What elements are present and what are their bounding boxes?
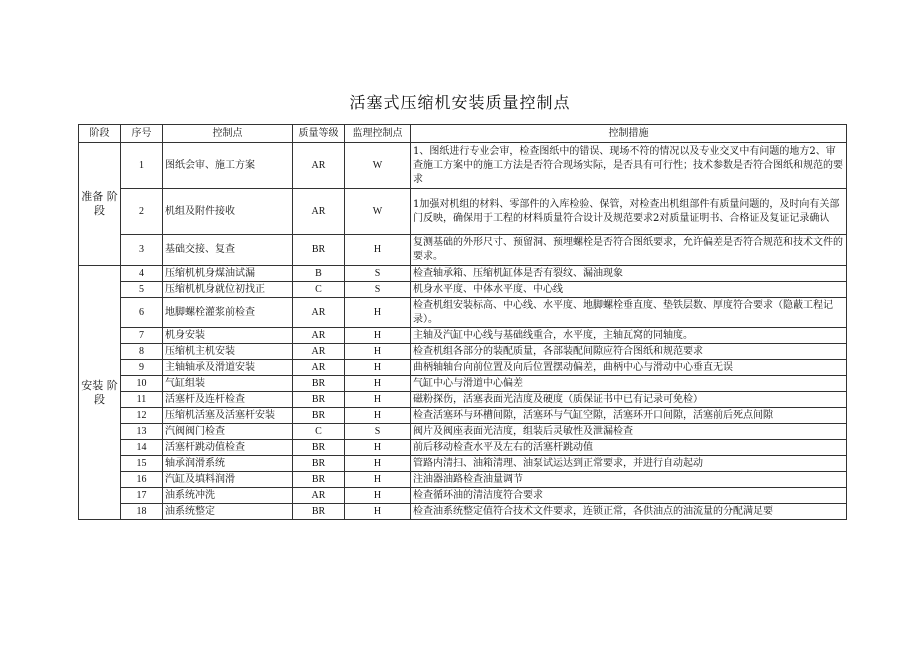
supervision-cell: W xyxy=(345,189,411,235)
grade-cell: C xyxy=(293,424,345,440)
measures-cell: 气缸中心与滑道中心偏差 xyxy=(411,376,847,392)
table-row xyxy=(79,143,847,189)
control-point-cell: 活塞杆跳动值检查 xyxy=(163,440,293,456)
grade-cell: AR xyxy=(293,360,345,376)
seq-cell: 8 xyxy=(121,344,163,360)
header-quality-grade: 质量等级 xyxy=(293,125,345,143)
control-point-cell: 汽阀阀门检查 xyxy=(163,424,293,440)
supervision-cell: H xyxy=(345,472,411,488)
table-row xyxy=(79,328,847,344)
measures-cell: 注油器油路检查油量调节 xyxy=(411,472,847,488)
stage-label: 段 xyxy=(94,392,105,406)
table-row xyxy=(79,282,847,298)
measures-cell: 检查活塞环与环槽间隙，活塞环与气缸空隙，活塞环开口间隙，活塞前后死点间隙 xyxy=(411,408,847,424)
measures-cell: 主轴及汽缸中心线与基础线重合，水平度，主轴瓦窝的同轴度。 xyxy=(411,328,847,344)
seq-cell: 15 xyxy=(121,456,163,472)
seq-cell: 12 xyxy=(121,408,163,424)
seq-cell: 17 xyxy=(121,488,163,504)
grade-cell: BR xyxy=(293,440,345,456)
table-row xyxy=(79,376,847,392)
header-supervision-point: 监理控制点 xyxy=(345,125,411,143)
grade-cell: BR xyxy=(293,504,345,520)
grade-cell: AR xyxy=(293,488,345,504)
control-point-cell: 机组及附件接收 xyxy=(163,189,293,235)
table-row xyxy=(79,424,847,440)
table-row xyxy=(79,488,847,504)
supervision-cell: H xyxy=(345,376,411,392)
grade-cell: BR xyxy=(293,392,345,408)
table-row xyxy=(79,266,847,282)
supervision-cell: S xyxy=(345,424,411,440)
control-point-cell: 图纸会审、施工方案 xyxy=(163,143,293,189)
table-row xyxy=(79,392,847,408)
supervision-cell: S xyxy=(345,266,411,282)
measures-cell: 检查油系统整定值符合技术文件要求，连锁正常，各供油点的油流量的分配满足要 xyxy=(411,504,847,520)
measures-cell: 检查机组安装标高、中心线、水平度、地脚螺栓垂直度、垫铁层数、厚度符合要求（隐蔽工程记录）。 xyxy=(411,298,847,328)
grade-cell: C xyxy=(293,282,345,298)
seq-cell: 11 xyxy=(121,392,163,408)
control-point-cell: 活塞杆及连杆检查 xyxy=(163,392,293,408)
supervision-cell: H xyxy=(345,408,411,424)
supervision-cell: H xyxy=(345,440,411,456)
measures-cell: 机身水平度、中体水平度、中心线 xyxy=(411,282,847,298)
grade-cell: BR xyxy=(293,408,345,424)
table-row xyxy=(79,408,847,424)
measures-cell: 检查机组各部分的装配质量，各部装配间隙应符合图纸和规范要求 xyxy=(411,344,847,360)
control-point-cell: 油系统冲洗 xyxy=(163,488,293,504)
measures-cell: 磁粉探伤，活塞表面光洁度及硬度（质保证书中已有记录可免检） xyxy=(411,392,847,408)
seq-cell: 13 xyxy=(121,424,163,440)
table-row xyxy=(79,504,847,520)
control-point-cell: 油系统整定 xyxy=(163,504,293,520)
grade-cell: BR xyxy=(293,376,345,392)
header-stage: 阶段 xyxy=(79,125,121,143)
supervision-cell: W xyxy=(345,143,411,189)
control-point-cell: 压缩机机身煤油试漏 xyxy=(163,266,293,282)
supervision-cell: S xyxy=(345,282,411,298)
measures-cell: 阀片及阀座表面光洁度，组装后灵敏性及泄漏检查 xyxy=(411,424,847,440)
measures-cell: 检查循环油的清洁度符合要求 xyxy=(411,488,847,504)
grade-cell: BR xyxy=(293,472,345,488)
grade-cell: BR xyxy=(293,456,345,472)
table-row xyxy=(79,472,847,488)
seq-cell: 6 xyxy=(121,298,163,328)
grade-cell: AR xyxy=(293,298,345,328)
header-row xyxy=(79,125,847,143)
seq-cell: 14 xyxy=(121,440,163,456)
grade-cell: AR xyxy=(293,328,345,344)
grade-cell: AR xyxy=(293,143,345,189)
seq-cell: 2 xyxy=(121,189,163,235)
supervision-cell: H xyxy=(345,456,411,472)
quality-control-table xyxy=(78,124,847,520)
seq-cell: 9 xyxy=(121,360,163,376)
measures-cell: 1、图纸进行专业会审，检查图纸中的错误、现场不符的情况以及专业交叉中有问题的地方2、审查施工方案中的施工方法是否符合现场实际，是否具有可行性；技术参数是否符合图纸和规范的要求 xyxy=(411,143,847,189)
stage-cell-installation xyxy=(79,266,121,520)
supervision-cell: H xyxy=(345,298,411,328)
measures-cell: 检查轴承箱、压缩机缸体是否有裂纹、漏油现象 xyxy=(411,266,847,282)
control-point-cell: 压缩机主机安装 xyxy=(163,344,293,360)
control-point-cell: 压缩机机身就位初找正 xyxy=(163,282,293,298)
control-point-cell: 轴承润滑系统 xyxy=(163,456,293,472)
supervision-cell: H xyxy=(345,504,411,520)
grade-cell: BR xyxy=(293,235,345,266)
control-point-cell: 气缸组装 xyxy=(163,376,293,392)
grade-cell: AR xyxy=(293,189,345,235)
supervision-cell: H xyxy=(345,392,411,408)
seq-cell: 5 xyxy=(121,282,163,298)
seq-cell: 16 xyxy=(121,472,163,488)
supervision-cell: H xyxy=(345,360,411,376)
supervision-cell: H xyxy=(345,488,411,504)
document-title: 活塞式压缩机安装质量控制点 xyxy=(349,93,571,112)
measures-cell: 复测基础的外形尺寸、预留洞、预埋螺栓是否符合图纸要求，允许偏差是否符合规范和技术文件的要求。 xyxy=(411,235,847,266)
seq-cell: 1 xyxy=(121,143,163,189)
header-control-measures: 控制措施 xyxy=(411,125,847,143)
control-point-cell: 基础交接、复查 xyxy=(163,235,293,266)
grade-cell: AR xyxy=(293,344,345,360)
header-seq: 序号 xyxy=(121,125,163,143)
control-point-cell: 主轴轴承及滑道安装 xyxy=(163,360,293,376)
seq-cell: 18 xyxy=(121,504,163,520)
stage-cell-preparation xyxy=(79,143,121,266)
measures-cell: 管路内清扫、油箱清理、油泵试运达到正常要求，并进行自动起动 xyxy=(411,456,847,472)
table-row xyxy=(79,298,847,328)
control-point-cell: 地脚螺栓灌浆前检查 xyxy=(163,298,293,328)
supervision-cell: H xyxy=(345,328,411,344)
stage-label: 准备 阶 xyxy=(81,190,118,203)
control-point-cell: 机身安装 xyxy=(163,328,293,344)
grade-cell: B xyxy=(293,266,345,282)
header-control-point: 控制点 xyxy=(163,125,293,143)
control-point-cell: 汽缸及填料润滑 xyxy=(163,472,293,488)
table-row xyxy=(79,456,847,472)
seq-cell: 3 xyxy=(121,235,163,266)
seq-cell: 4 xyxy=(121,266,163,282)
measures-cell: 1加强对机组的材料、零部件的入库检验、保管，对检查出机组部件有质量问题的，及时向有关部门反映，确保用于工程的材料质量符合设计及规范要求2对质量证明书、合格证及复证记录确认 xyxy=(411,189,847,235)
table-row xyxy=(79,189,847,235)
table-row xyxy=(79,360,847,376)
stage-label: 段 xyxy=(94,204,105,217)
table-row xyxy=(79,344,847,360)
stage-label: 安装 阶 xyxy=(81,378,118,392)
supervision-cell: H xyxy=(345,235,411,266)
measures-cell: 前后移动检查水平及左右的活塞杆跳动值 xyxy=(411,440,847,456)
table-row xyxy=(79,440,847,456)
seq-cell: 7 xyxy=(121,328,163,344)
control-point-cell: 压缩机活塞及活塞杆安装 xyxy=(163,408,293,424)
seq-cell: 10 xyxy=(121,376,163,392)
supervision-cell: H xyxy=(345,344,411,360)
measures-cell: 曲柄轴轴台向前位置及向后位置摆动偏差，曲柄中心与滑动中心垂直无误 xyxy=(411,360,847,376)
table-row xyxy=(79,235,847,266)
